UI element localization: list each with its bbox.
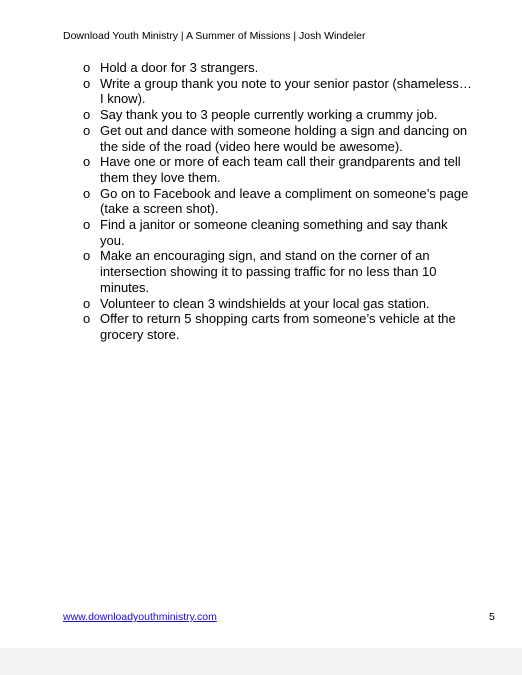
list-item [83, 217, 473, 248]
bullet-marker: o [83, 154, 91, 170]
bullet-list [83, 60, 473, 343]
list-item [83, 107, 473, 123]
list-item-text: Say thank you to 3 people currently working a crummy job. [100, 107, 438, 123]
list-item [83, 248, 473, 295]
bullet-marker: o [83, 107, 91, 123]
bullet-marker: o [83, 60, 91, 75]
bullet-marker: o [83, 295, 91, 311]
bullet-marker: o [83, 311, 91, 327]
list-item [83, 154, 473, 185]
list-item-text: Go on to Facebook and leave a compliment on someone’s page (take a screen shot). [100, 185, 469, 217]
website-link[interactable]: www.downloadyouthministry.com [63, 611, 217, 623]
list-item [83, 186, 473, 217]
bullet-marker: o [83, 122, 91, 138]
list-item-text: Have one or more of each team call their grandparents and tell them they love them. [100, 154, 461, 185]
list-item [83, 60, 473, 76]
list-item-text: Make an encouraging sign, and stand on the corner of an intersection showing it to passing traffic for no less than 10 minutes. [100, 248, 437, 295]
list-item [83, 76, 473, 107]
list-item-text: Write a group thank you note to your senior pastor (shameless…I know). [100, 75, 472, 107]
list-item-text: Volunteer to clean 3 windshields at your local gas station. [100, 295, 430, 311]
list-item [83, 123, 473, 154]
bullet-marker: o [83, 248, 91, 264]
list-item-text: Offer to return 5 shopping carts from someone’s vehicle at the grocery store. [100, 311, 456, 342]
list-item-text: Find a janitor or someone cleaning something and say thank you. [100, 217, 448, 248]
bullet-marker: o [83, 185, 91, 201]
list-item [83, 296, 473, 312]
bullet-marker: o [83, 75, 91, 91]
page-header: Download Youth Ministry | A Summer of Missions | Josh Windeler [63, 30, 366, 42]
page-number: 5 [489, 611, 495, 623]
list-item-text: Hold a door for 3 strangers. [100, 60, 259, 75]
list-item-text: Get out and dance with someone holding a sign and dancing on the side of the road (video here would be awesome). [100, 122, 468, 154]
bullet-marker: o [83, 217, 91, 233]
list-item [83, 311, 473, 342]
